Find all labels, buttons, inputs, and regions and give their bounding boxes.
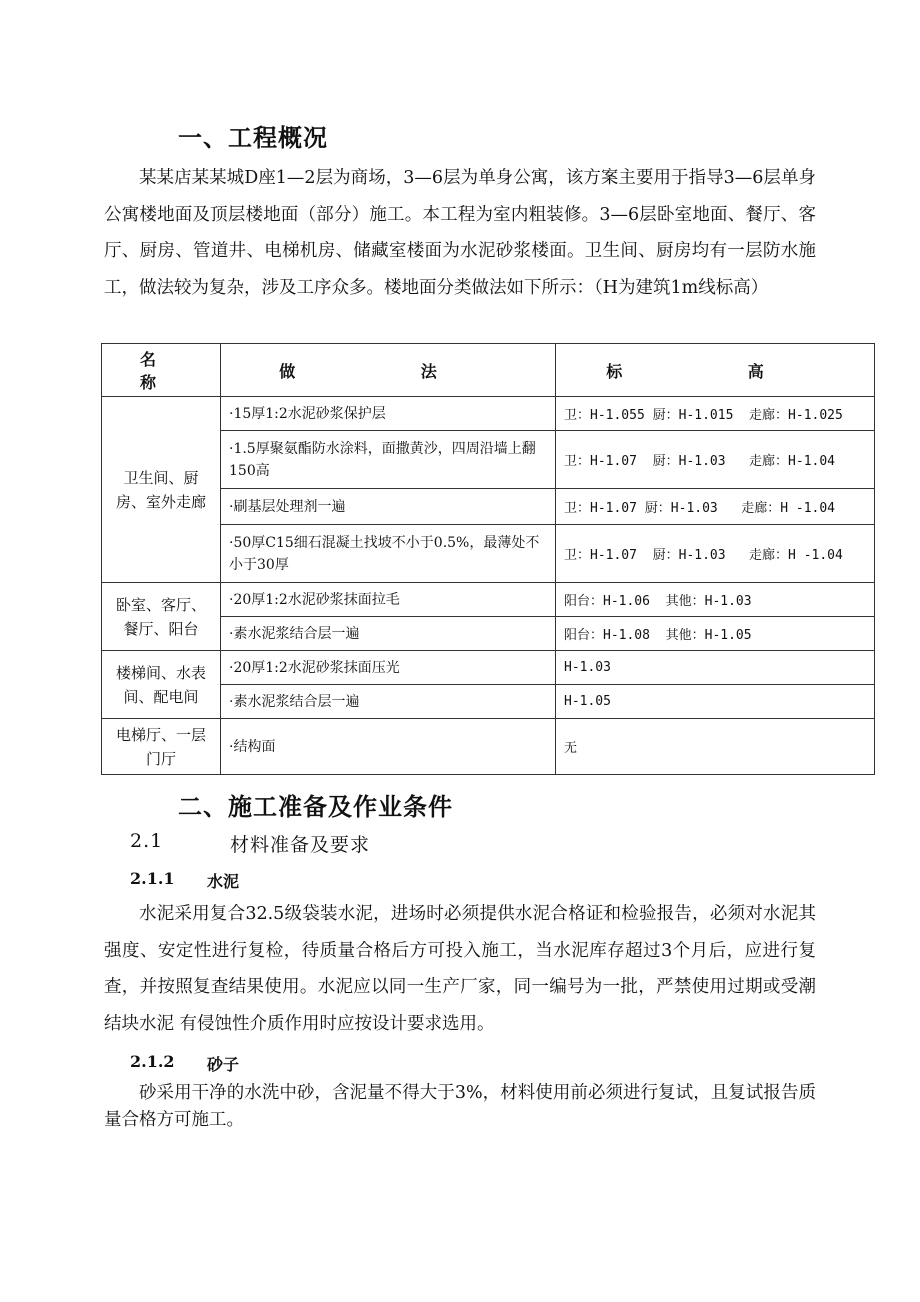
elevation-cell: 卫：H-1.07 厨：H-1.03 走廊：H -1.04: [556, 489, 875, 525]
subsection-2-1-2-title: 砂子: [207, 1055, 240, 1074]
elevation-cell: H-1.03: [556, 651, 875, 685]
table-row: [102, 719, 875, 775]
group-name: 卧室、客厅、餐厅、阳台: [102, 583, 221, 651]
elevation-cell: 卫：H-1.07 厨：H-1.03 走廊：H-1.04: [556, 431, 875, 489]
elevation-cell: 阳台：H-1.06 其他：H-1.03: [556, 583, 875, 617]
cement-paragraph: 水泥采用复合32.5级袋装水泥，进场时必须提供水泥合格证和检验报告，必须对水泥其强度、安定性进行复检，待质量合格后方可投入施工，当水泥库存超过3个月后，应进行复查，并按照复查结果使用。水泥应以同一生产厂家，同一编号为一批，严禁使用过期或受潮结块水泥 有侵蚀性介质作用时应按设计要求选用。: [104, 904, 816, 1034]
section-1-paragraph: 某某店某某城D座1—2层为商场，3—6层为单身公寓，该方案主要用于指导3—6层单身公寓楼地面及顶层楼地面（部分）施工。本工程为室内粗装修。3—6层卧室地面、餐厅、客厅、厨房、管道井、电梯机房、储藏室楼面为水泥砂浆楼面。卫生间、厨房均有一层防水施工，做法较为复杂，涉及工序众多。楼地面分类做法如下所示：（H为建筑1m线标高）: [104, 168, 816, 298]
method-cell: ·1.5厚聚氨酯防水涂料，面撒黄沙，四周沿墙上翻150高: [221, 431, 556, 489]
subsection-2-1-number: 2.1: [130, 830, 164, 852]
method-cell: ·结构面: [221, 719, 556, 775]
table-row: [102, 651, 875, 685]
section-1-heading: 一、工程概况: [178, 123, 328, 152]
method-cell: ·素水泥浆结合层一遍: [221, 685, 556, 719]
elevation-cell: 卫：H-1.055 厨：H-1.015 走廊：H-1.025: [556, 397, 875, 431]
header-elevation: 标 高: [556, 344, 875, 397]
subsection-2-1-title: 材料准备及要求: [230, 834, 371, 856]
group-name: 楼梯间、水表间、配电间: [102, 651, 221, 719]
elevation-cell: 卫：H-1.07 厨：H-1.03 走廊：H -1.04: [556, 525, 875, 583]
method-cell: ·50厚C15细石混凝土找坡不小于0.5%，最薄处不小于30厚: [221, 525, 556, 583]
group-name: 电梯厅、一层门厅: [102, 719, 221, 775]
table-row: [102, 397, 875, 431]
method-cell: ·素水泥浆结合层一遍: [221, 617, 556, 651]
group-name: 卫生间、厨房、室外走廊: [102, 397, 221, 583]
section-2-heading: 二、施工准备及作业条件: [178, 792, 453, 821]
elevation-cell: H-1.05: [556, 685, 875, 719]
subsection-2-1-1-number: 2.1.1: [130, 869, 175, 888]
method-cell: ·15厚1:2水泥砂浆保护层: [221, 397, 556, 431]
sand-paragraph: 砂采用干净的水洗中砂，含泥量不得大于3%，材料使用前必须进行复试，且复试报告质量合格方可施工。: [104, 1083, 816, 1130]
table-row: [102, 583, 875, 617]
table-header-row: [102, 344, 875, 397]
subsection-2-1-2-number: 2.1.2: [130, 1052, 175, 1071]
method-cell: ·刷基层处理剂一遍: [221, 489, 556, 525]
elevation-cell: 无: [556, 719, 875, 775]
elevation-cell: 阳台：H-1.08 其他：H-1.05: [556, 617, 875, 651]
method-cell: ·20厚1:2水泥砂浆抹面拉毛: [221, 583, 556, 617]
header-method: 做 法: [221, 344, 556, 397]
floor-spec-table: [101, 343, 875, 775]
method-cell: ·20厚1:2水泥砂浆抹面压光: [221, 651, 556, 685]
subsection-2-1-1-title: 水泥: [207, 872, 240, 891]
header-name: 名 称: [102, 344, 221, 397]
